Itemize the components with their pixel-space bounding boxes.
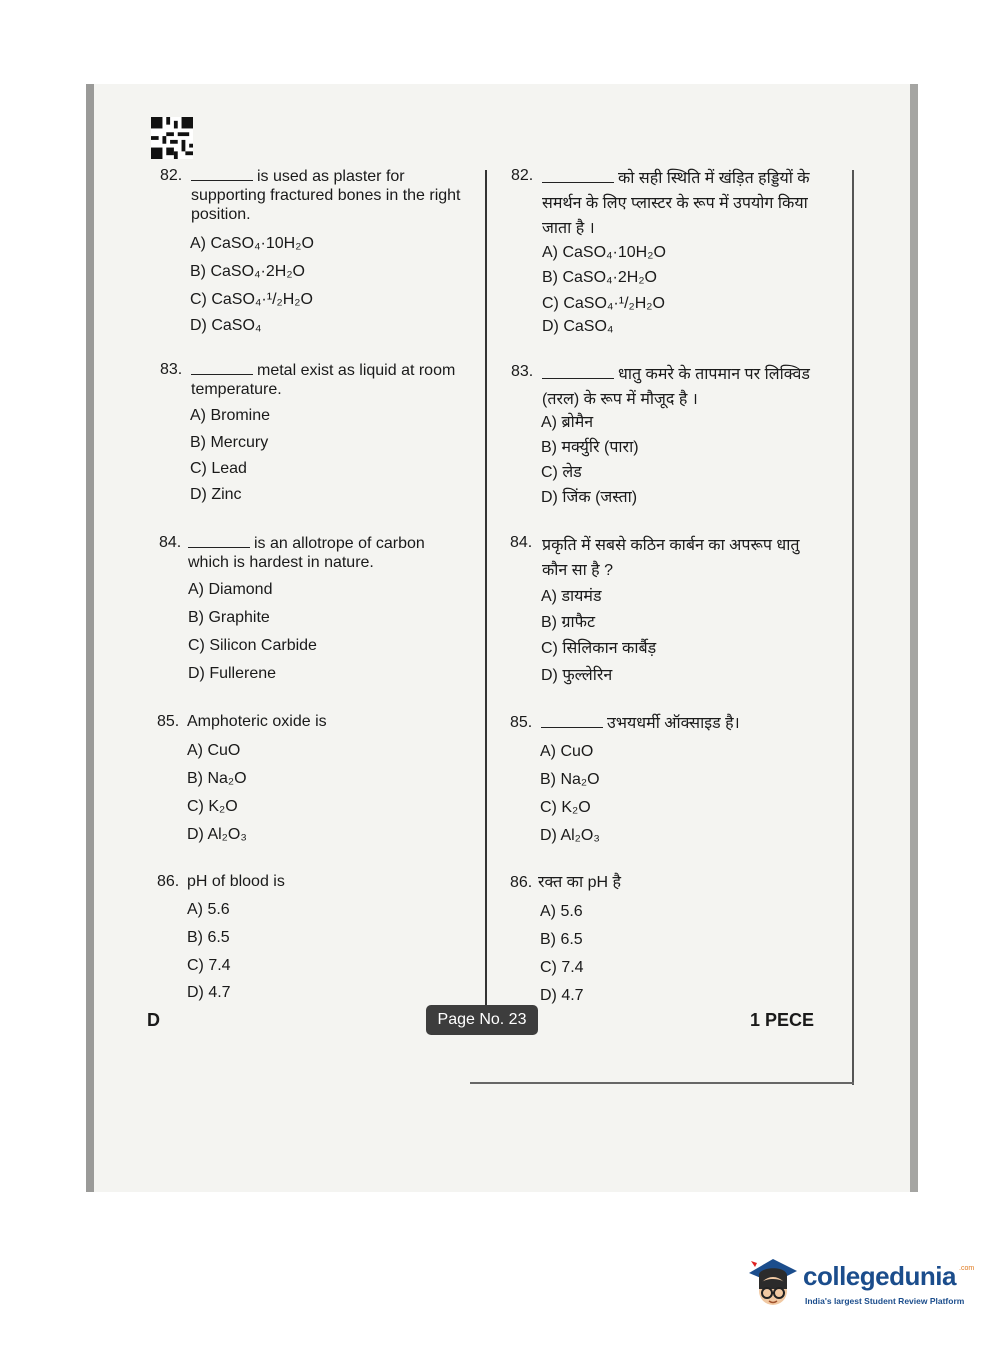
question-number: 82. (511, 167, 534, 184)
question-text: प्रकृति में सबसे कठिन कार्बन का अपरूप धातु कौन सा है ? (542, 537, 800, 579)
option-d: D) Zinc (190, 486, 242, 503)
logo-wordmark: collegedunia (803, 1261, 956, 1291)
question-text: रक्त का pH है (538, 874, 621, 891)
question-number: 86. (157, 873, 180, 890)
option-c: C) CaSO₄·¹/₂H₂O (542, 295, 665, 312)
option-b: B) मर्क्युरि (पारा) (541, 439, 639, 456)
option-b: B) Mercury (190, 434, 269, 451)
question-text: को सही स्थिति में खंड़ित हड्डियों के समर्थन के लिए प्लास्टर के रूप में उपयोग किया जाता है । (542, 170, 810, 237)
logo-tagline: India's largest Student Review Platform (805, 1296, 965, 1306)
question-number: 83. (160, 361, 183, 378)
option-a: A) Diamond (188, 581, 273, 598)
question-text: is an allotrope of carbon which is hardest in nature. (188, 535, 425, 571)
option-c: C) K₂O (540, 799, 591, 816)
collegedunia-logo (745, 1253, 975, 1313)
scan-right-edge (910, 84, 918, 1192)
question-number: 86. (510, 874, 533, 891)
option-b: B) 6.5 (187, 929, 230, 946)
option-d: D) 4.7 (540, 987, 584, 1004)
option-c: C) लेड (541, 464, 582, 481)
option-d: D) CaSO₄ (190, 317, 262, 334)
option-c: C) Silicon Carbide (188, 637, 317, 654)
page-number-badge: Page No. 23 (426, 1005, 538, 1035)
option-d: D) Fullerene (188, 665, 277, 682)
exam-code: 1 PECE (750, 1010, 815, 1030)
option-d: D) 4.7 (187, 984, 231, 1001)
question-text: धातु कमरे के तापमान पर लिक्विड (तरल) के रूप में मौजूद है । (542, 366, 810, 408)
option-d: D) Al₂O₃ (540, 827, 600, 844)
option-d: D) Al₂O₃ (187, 826, 247, 843)
option-a: A) CaSO₄·10H₂O (542, 244, 666, 261)
option-d: D) CaSO₄ (542, 318, 614, 335)
option-c: C) Lead (190, 460, 247, 477)
page-bottom-line (470, 1082, 854, 1084)
option-c: C) CaSO₄·¹/₂H₂O (190, 291, 313, 308)
option-a: A) 5.6 (187, 901, 230, 918)
option-d: D) जिंक (जस्ता) (541, 489, 638, 506)
logo-suffix: .com (959, 1265, 975, 1272)
question-text: उभयधर्मी ऑक्साइड है। (541, 713, 831, 733)
option-a: A) CuO (187, 742, 241, 759)
option-c: C) K₂O (187, 798, 238, 815)
paper-set-code: D (147, 1010, 160, 1030)
option-b: B) Na₂O (187, 770, 247, 787)
question-text: Amphoteric oxide is (187, 713, 327, 730)
question-number: 82. (160, 167, 183, 184)
option-b: B) CaSO₄·2H₂O (542, 269, 657, 286)
question-number: 84. (159, 534, 182, 551)
option-c: C) सिलिकान कार्बैड़ (541, 640, 657, 657)
question-text: is used as plaster for supporting fractured bones in the right position. (191, 168, 461, 223)
question-number: 83. (511, 363, 534, 380)
question-text: pH of blood is (187, 873, 285, 890)
option-b: B) ग्राफैट (541, 614, 596, 631)
option-b: B) CaSO₄·2H₂O (190, 263, 305, 280)
question-number: 85. (157, 713, 180, 730)
question-number: 84. (510, 534, 533, 551)
question-text: metal exist as liquid at room temperature. (191, 362, 456, 398)
page-border-line (852, 170, 854, 1085)
option-a: A) CaSO₄·10H₂O (190, 235, 314, 252)
option-b: B) Graphite (188, 609, 270, 626)
option-b: B) 6.5 (540, 931, 583, 948)
question-number: 85. (510, 714, 533, 731)
option-d: D) फुल्लेरिन (541, 667, 613, 684)
option-b: B) Na₂O (540, 771, 600, 788)
option-a: A) Bromine (190, 407, 271, 424)
option-c: C) 7.4 (540, 959, 584, 976)
qr-code-icon (150, 117, 194, 159)
option-a: A) CuO (540, 743, 594, 760)
option-c: C) 7.4 (187, 957, 231, 974)
mascot-icon (745, 1253, 801, 1313)
option-a: A) ब्रोमैन (541, 414, 594, 431)
option-a: A) 5.6 (540, 903, 583, 920)
column-divider (485, 170, 487, 1012)
option-a: A) डायमंड (541, 588, 602, 605)
scan-left-edge (86, 84, 94, 1192)
